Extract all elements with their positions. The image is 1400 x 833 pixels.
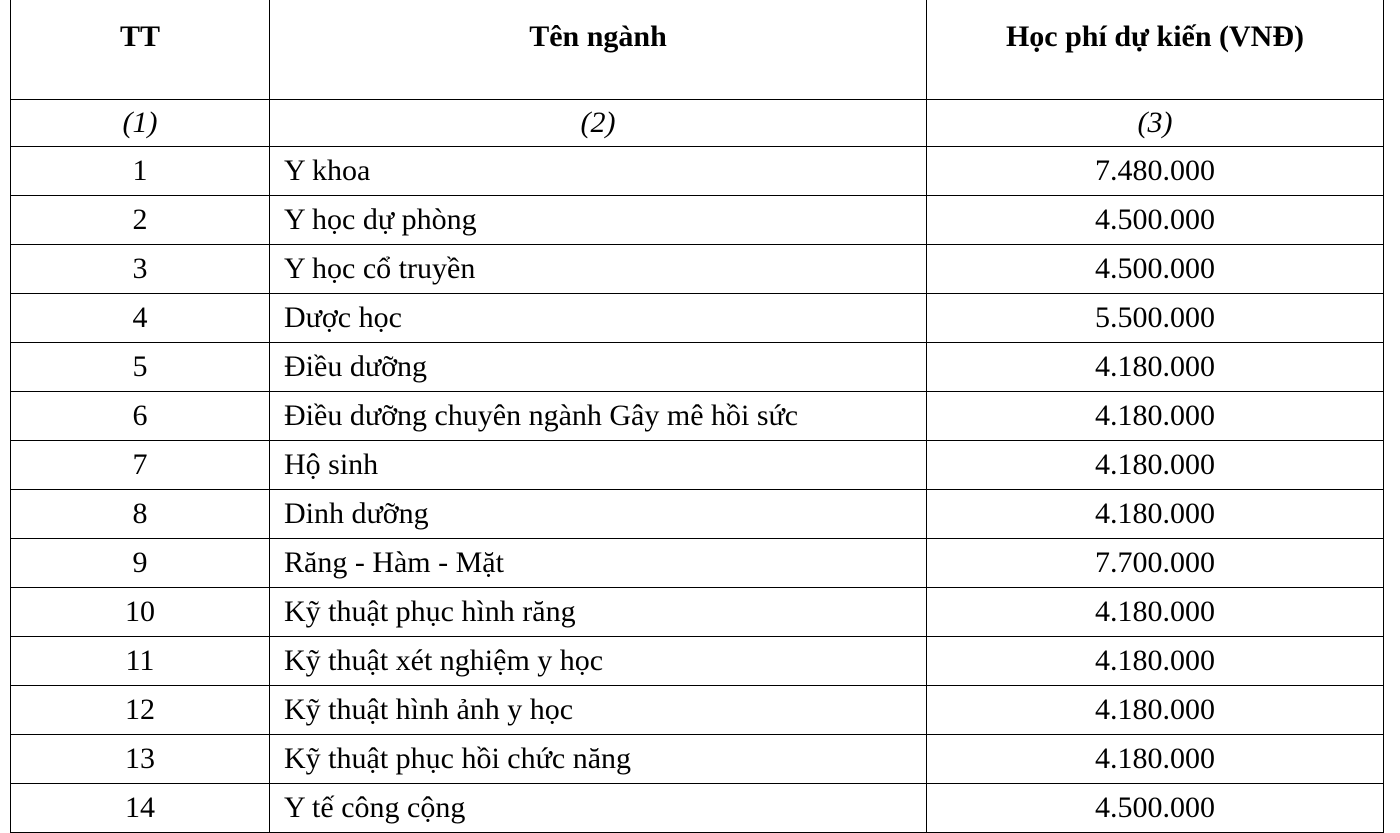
row-tt: 5 [11,342,270,391]
table-row [11,195,1384,244]
row-tt: 13 [11,734,270,783]
row-fee: 4.180.000 [927,391,1384,440]
row-tt: 2 [11,195,270,244]
table-row [11,685,1384,734]
table-row [11,244,1384,293]
header-name: Tên ngành [270,0,927,99]
row-name: Y khoa [270,146,927,195]
tuition-fee-table [10,0,1384,833]
table-row [11,489,1384,538]
row-name: Y học cổ truyền [270,244,927,293]
row-fee: 4.180.000 [927,342,1384,391]
header-fee: Học phí dự kiến (VNĐ) [927,0,1384,99]
row-name: Y học dự phòng [270,195,927,244]
row-fee: 4.180.000 [927,489,1384,538]
column-index-row [11,99,1384,146]
row-fee: 7.480.000 [927,146,1384,195]
row-tt: 4 [11,293,270,342]
row-name: Kỹ thuật xét nghiệm y học [270,636,927,685]
row-tt: 6 [11,391,270,440]
row-name: Răng - Hàm - Mặt [270,538,927,587]
row-fee: 4.180.000 [927,685,1384,734]
row-tt: 1 [11,146,270,195]
index-tt: (1) [11,99,270,146]
row-tt: 10 [11,587,270,636]
row-tt: 8 [11,489,270,538]
row-name: Kỹ thuật phục hình răng [270,587,927,636]
row-tt: 9 [11,538,270,587]
table-row [11,783,1384,832]
table-row [11,538,1384,587]
row-fee: 4.500.000 [927,783,1384,832]
row-tt: 12 [11,685,270,734]
index-name: (2) [270,99,927,146]
row-tt: 7 [11,440,270,489]
table-row [11,734,1384,783]
row-name: Điều dưỡng chuyên ngành Gây mê hồi sức [270,391,927,440]
table-row [11,391,1384,440]
table-header-row [11,0,1384,99]
row-fee: 4.180.000 [927,636,1384,685]
table-row [11,636,1384,685]
row-tt: 14 [11,783,270,832]
row-fee: 5.500.000 [927,293,1384,342]
row-name: Y tế công cộng [270,783,927,832]
row-name: Dược học [270,293,927,342]
table-row [11,293,1384,342]
row-tt: 11 [11,636,270,685]
table-row [11,440,1384,489]
row-name: Điều dưỡng [270,342,927,391]
row-name: Hộ sinh [270,440,927,489]
index-fee: (3) [927,99,1384,146]
row-fee: 4.180.000 [927,734,1384,783]
table-row [11,342,1384,391]
row-name: Kỹ thuật phục hồi chức năng [270,734,927,783]
row-tt: 3 [11,244,270,293]
row-fee: 4.500.000 [927,244,1384,293]
row-fee: 4.500.000 [927,195,1384,244]
row-name: Dinh dưỡng [270,489,927,538]
row-fee: 4.180.000 [927,440,1384,489]
header-tt: TT [11,0,270,99]
row-name: Kỹ thuật hình ảnh y học [270,685,927,734]
table-row [11,587,1384,636]
row-fee: 4.180.000 [927,587,1384,636]
row-fee: 7.700.000 [927,538,1384,587]
table-row [11,146,1384,195]
